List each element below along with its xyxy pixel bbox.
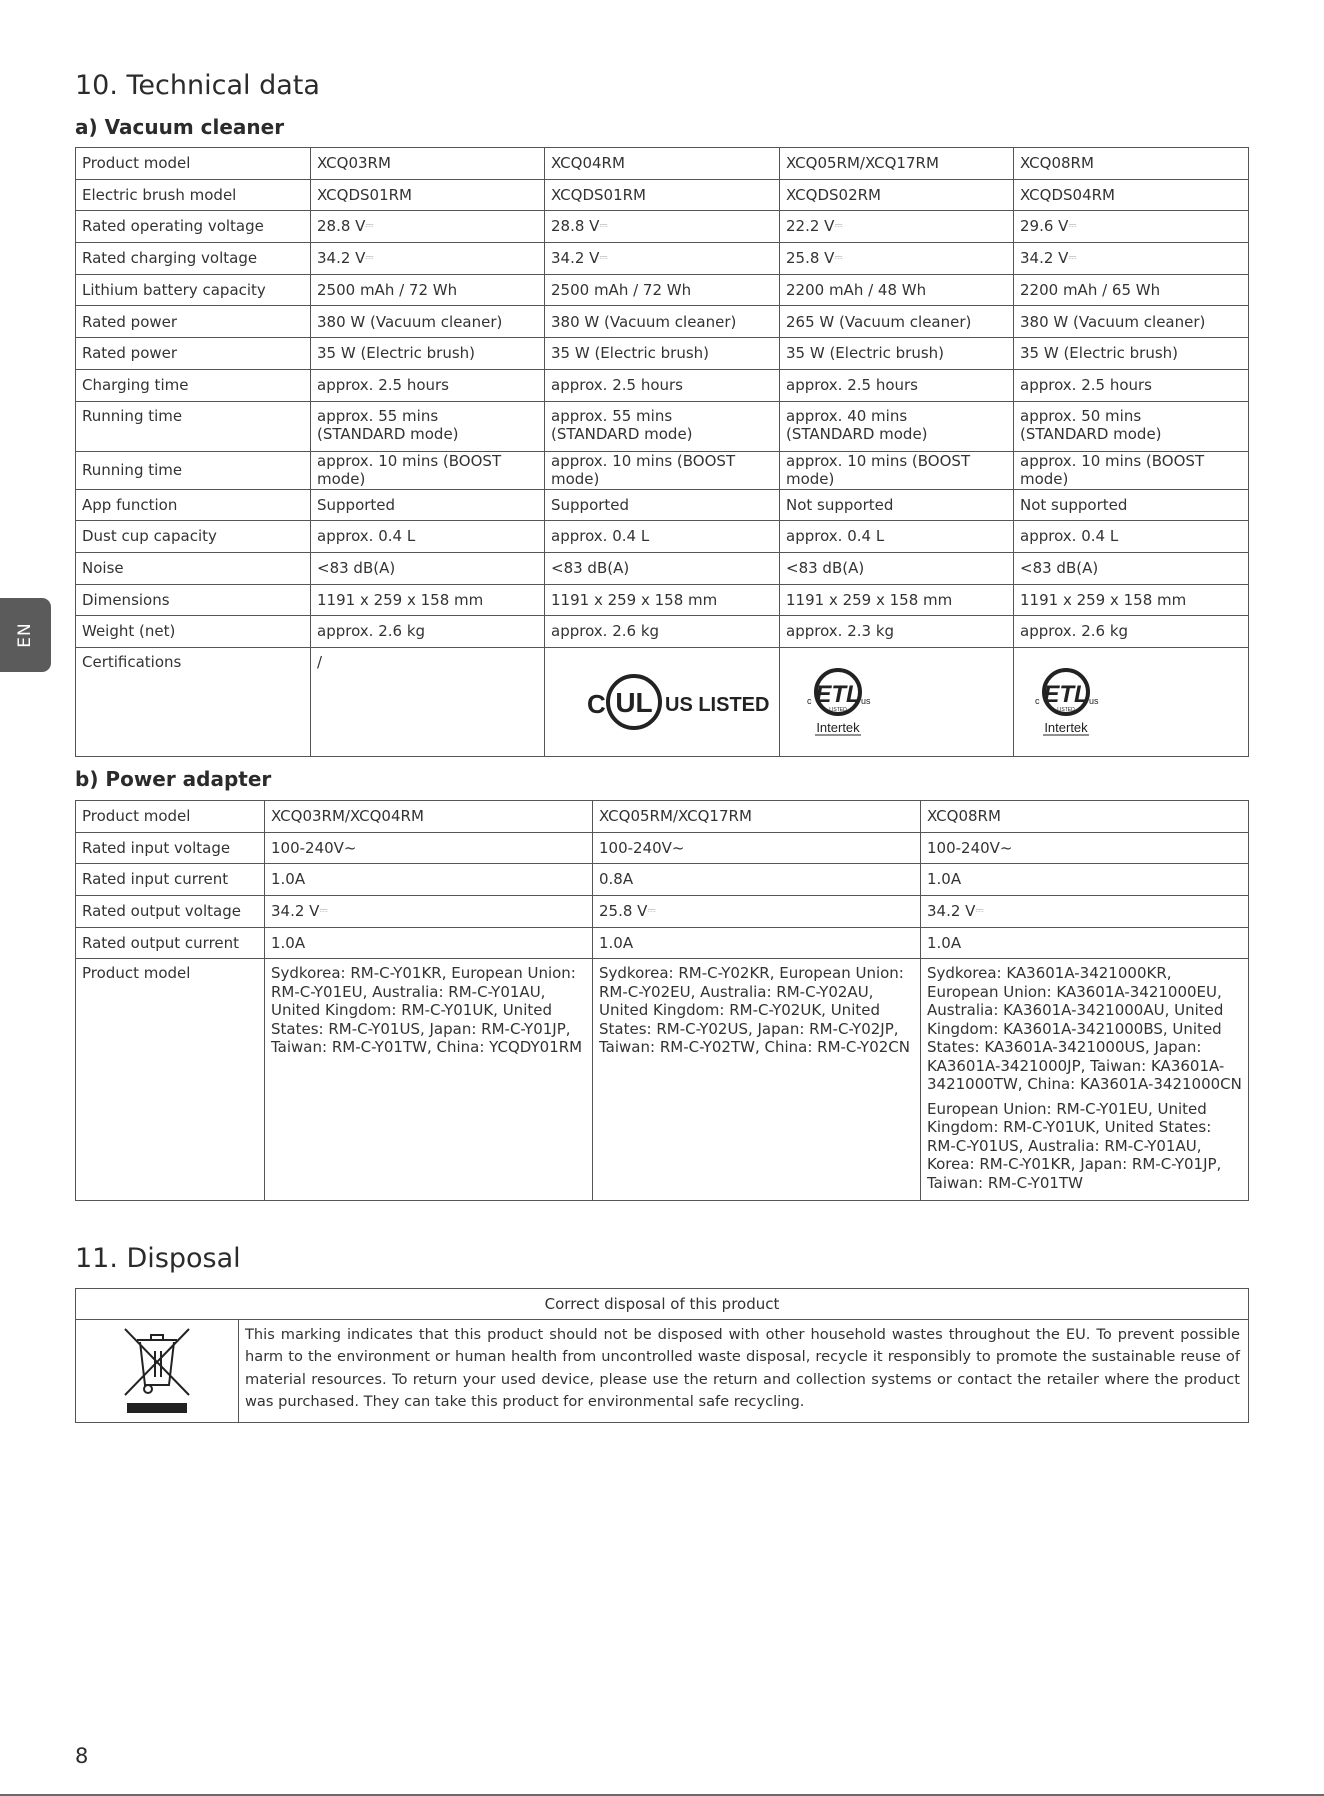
cert-none: /: [311, 647, 545, 756]
table-row: [76, 927, 1249, 959]
table-cell: 2200 mAh / 65 Wh: [1014, 274, 1249, 306]
table-cell: 380 W (Vacuum cleaner): [545, 306, 780, 338]
ul-listed-logo: [577, 667, 770, 737]
table-cell: approx. 10 mins (BOOST mode): [545, 451, 780, 489]
dc-symbol: ⎓: [319, 905, 327, 917]
table-row: [76, 832, 1249, 864]
table-cell: 1.0A: [921, 927, 1249, 959]
table-row: [76, 584, 1249, 616]
table-cell: approx. 10 mins (BOOST mode): [780, 451, 1014, 489]
table-cell: 265 W (Vacuum cleaner): [780, 306, 1014, 338]
cert-ul-cell: [545, 647, 780, 756]
row-label: Running time: [76, 451, 311, 489]
table-cell: approx. 2.6 kg: [545, 616, 780, 648]
dc-symbol: ⎓: [834, 220, 842, 232]
table-cell: 0.8A: [593, 864, 921, 896]
section-title-technical-data: 10. Technical data: [75, 70, 320, 101]
table-cell: 34.2 V⎓: [921, 896, 1249, 928]
table-cell: approx. 2.3 kg: [780, 616, 1014, 648]
power-adapter-table: [75, 800, 1249, 1201]
dc-symbol: ⎓: [975, 905, 983, 917]
row-label: Rated output voltage: [76, 896, 265, 928]
row-label: App function: [76, 489, 311, 521]
row-label: Running time: [76, 401, 311, 451]
dc-symbol: ⎓: [647, 905, 655, 917]
table-cell: 2500 mAh / 72 Wh: [545, 274, 780, 306]
table-cell: XCQ03RM: [311, 148, 545, 180]
table-row-adapter-models: [76, 959, 1249, 1201]
table-row: [76, 211, 1249, 243]
table-row: [76, 552, 1249, 584]
table-row: [76, 148, 1249, 180]
table-cell: approx. 2.5 hours: [1014, 369, 1249, 401]
table-cell: approx. 55 mins (STANDARD mode): [311, 401, 545, 451]
svg-text:Intertek: Intertek: [1044, 719, 1088, 735]
etl-intertek-logo: [1026, 662, 1106, 742]
table-cell: 1191 x 259 x 158 mm: [545, 584, 780, 616]
row-label: Lithium battery capacity: [76, 274, 311, 306]
section-title-disposal: 11. Disposal: [75, 1243, 241, 1274]
table-cell: approx. 2.6 kg: [311, 616, 545, 648]
table-cell: approx. 55 mins (STANDARD mode): [545, 401, 780, 451]
svg-text:ETL: ETL: [1043, 680, 1089, 708]
table-cell: 35 W (Electric brush): [1014, 338, 1249, 370]
table-cell: XCQ08RM: [1014, 148, 1249, 180]
row-label: Electric brush model: [76, 179, 311, 211]
svg-text:LISTED: LISTED: [1057, 706, 1075, 713]
row-label: Rated input voltage: [76, 832, 265, 864]
row-label: Certifications: [76, 647, 311, 756]
table-cell: 29.6 V⎓: [1014, 211, 1249, 243]
svg-text:us: us: [1089, 695, 1099, 706]
table-cell: XCQ03RM/XCQ04RM: [265, 801, 593, 833]
table-cell: Not supported: [780, 489, 1014, 521]
row-label: Rated charging voltage: [76, 243, 311, 275]
table-cell: approx. 0.4 L: [1014, 521, 1249, 553]
row-label: Rated input current: [76, 864, 265, 896]
table-cell: 34.2 V⎓: [545, 243, 780, 275]
dc-symbol: ⎓: [365, 252, 373, 264]
row-label: Dust cup capacity: [76, 521, 311, 553]
adapter-models-col3: Sydkorea: KA3601A-3421000KR, European Union: KA3601A-3421000EU, Australia: KA3601A-3421000AU, United Kingdom: KA3601A-3421000BS, United States: KA3601A-3421000US, Japan: KA3601A-3421000JP, Taiwan: KA3601A-3421000TW, China: KA3601A-3421000CN European Union: RM-C-Y01EU, United Kingdom: RM-C-Y01UK, United States: RM-C-Y01US, Australia: RM-C-Y01AU, Korea: RM-C-Y01KR, Japan: RM-C-Y01JP, Taiwan: RM-C-Y01TW: [921, 959, 1249, 1201]
row-label: Dimensions: [76, 584, 311, 616]
table-cell: 380 W (Vacuum cleaner): [1014, 306, 1249, 338]
row-label: Rated output current: [76, 927, 265, 959]
etl-intertek-logo: [798, 662, 878, 742]
svg-text:LISTED: LISTED: [829, 706, 847, 713]
page-number: 8: [75, 1744, 89, 1768]
row-label: Product model: [76, 148, 311, 180]
weee-icon-cell: [76, 1320, 239, 1423]
table-cell: 1191 x 259 x 158 mm: [780, 584, 1014, 616]
table-cell: 34.2 V⎓: [265, 896, 593, 928]
table-cell: approx. 2.5 hours: [545, 369, 780, 401]
svg-text:Intertek: Intertek: [816, 719, 860, 735]
table-cell: 35 W (Electric brush): [311, 338, 545, 370]
table-cell: 380 W (Vacuum cleaner): [311, 306, 545, 338]
table-cell: approx. 10 mins (BOOST mode): [1014, 451, 1249, 489]
table-cell: <83 dB(A): [1014, 552, 1249, 584]
dc-symbol: ⎓: [365, 220, 373, 232]
svg-text:UL: UL: [615, 686, 653, 718]
table-row: [76, 369, 1249, 401]
table-cell: XCQ05RM/XCQ17RM: [780, 148, 1014, 180]
table-cell: approx. 0.4 L: [311, 521, 545, 553]
table-cell: 1191 x 259 x 158 mm: [1014, 584, 1249, 616]
row-label: Product model: [76, 959, 265, 1201]
table-cell: 22.2 V⎓: [780, 211, 1014, 243]
row-label: Product model: [76, 801, 265, 833]
table-cell: XCQDS04RM: [1014, 179, 1249, 211]
table-row: [76, 521, 1249, 553]
table-cell: 1191 x 259 x 158 mm: [311, 584, 545, 616]
table-cell: approx. 2.5 hours: [311, 369, 545, 401]
svg-text:us: us: [861, 695, 871, 706]
svg-text:US LISTED: US LISTED: [665, 693, 770, 716]
adapter-models-col2: Sydkorea: RM-C-Y02KR, European Union: RM-C-Y02EU, Australia: RM-C-Y02AU, United Kingdom: RM-C-Y02UK, United States: RM-C-Y02US, Japan: RM-C-Y02JP, Taiwan: RM-C-Y02TW, China: RM-C-Y02CN: [593, 959, 921, 1201]
table-row: [76, 489, 1249, 521]
svg-text:C: C: [587, 688, 606, 719]
table-cell: 28.8 V⎓: [545, 211, 780, 243]
table-cell: approx. 10 mins (BOOST mode): [311, 451, 545, 489]
table-cell: approx. 0.4 L: [780, 521, 1014, 553]
row-label: Weight (net): [76, 616, 311, 648]
table-row: [76, 616, 1249, 648]
table-cell: 100-240V~: [265, 832, 593, 864]
table-row: [76, 179, 1249, 211]
row-label: Rated power: [76, 338, 311, 370]
table-cell: 2500 mAh / 72 Wh: [311, 274, 545, 306]
table-cell: 1.0A: [593, 927, 921, 959]
svg-text:c: c: [1035, 695, 1040, 706]
vacuum-spec-table: [75, 147, 1249, 757]
dc-symbol: ⎓: [834, 252, 842, 264]
table-cell: Supported: [311, 489, 545, 521]
table-row: [76, 243, 1249, 275]
row-label: Rated operating voltage: [76, 211, 311, 243]
disposal-text: This marking indicates that this product should not be disposed with other household wastes throughout the EU. To prevent possible harm to the environment or human health from uncontrolled waste disposal, recycle it responsibly to promote the sustainable reuse of material resources. To return your used device, please use the return and collection systems or contact the retailer where the product was purchased. They can take this product for environmental safe recycling.: [239, 1320, 1249, 1423]
table-cell: 2200 mAh / 48 Wh: [780, 274, 1014, 306]
table-cell: 35 W (Electric brush): [545, 338, 780, 370]
table-cell: XCQDS01RM: [545, 179, 780, 211]
table-cell: 1.0A: [265, 864, 593, 896]
table-cell: XCQDS02RM: [780, 179, 1014, 211]
row-label: Charging time: [76, 369, 311, 401]
svg-text:ETL: ETL: [815, 680, 861, 708]
dc-symbol: ⎓: [1068, 220, 1076, 232]
table-cell: 1.0A: [265, 927, 593, 959]
dc-symbol: ⎓: [1068, 252, 1076, 264]
cert-etl-cell-1: [780, 647, 1014, 756]
svg-text:c: c: [807, 695, 812, 706]
dc-symbol: ⎓: [599, 252, 607, 264]
table-row: [76, 338, 1249, 370]
subtitle-power-adapter: b) Power adapter: [75, 767, 272, 791]
table-cell: approx. 2.6 kg: [1014, 616, 1249, 648]
language-side-tab: [0, 598, 51, 672]
table-cell: 34.2 V⎓: [1014, 243, 1249, 275]
table-cell: XCQDS01RM: [311, 179, 545, 211]
table-cell: 1.0A: [921, 864, 1249, 896]
table-cell: XCQ04RM: [545, 148, 780, 180]
table-cell: <83 dB(A): [545, 552, 780, 584]
table-cell: <83 dB(A): [780, 552, 1014, 584]
table-cell: XCQ05RM/XCQ17RM: [593, 801, 921, 833]
row-label: Rated power: [76, 306, 311, 338]
table-cell: 100-240V~: [593, 832, 921, 864]
disposal-table: [75, 1288, 1249, 1423]
language-tab-label: EN: [15, 622, 35, 648]
table-cell: 35 W (Electric brush): [780, 338, 1014, 370]
table-cell: 25.8 V⎓: [593, 896, 921, 928]
table-cell: approx. 50 mins (STANDARD mode): [1014, 401, 1249, 451]
table-cell: approx. 2.5 hours: [780, 369, 1014, 401]
table-cell: XCQ08RM: [921, 801, 1249, 833]
table-cell: Not supported: [1014, 489, 1249, 521]
table-row: [76, 864, 1249, 896]
table-cell: 25.8 V⎓: [780, 243, 1014, 275]
table-cell: 100-240V~: [921, 832, 1249, 864]
table-row: [76, 306, 1249, 338]
table-row: [76, 801, 1249, 833]
table-row: [76, 896, 1249, 928]
table-cell: approx. 40 mins (STANDARD mode): [780, 401, 1014, 451]
table-cell: <83 dB(A): [311, 552, 545, 584]
table-cell: 34.2 V⎓: [311, 243, 545, 275]
adapter-models-col1: Sydkorea: RM-C-Y01KR, European Union: RM-C-Y01EU, Australia: RM-C-Y01AU, United Kingdom: RM-C-Y01UK, United States: RM-C-Y01US, Japan: RM-C-Y01JP, Taiwan: RM-C-Y01TW, China: YCQDY01RM: [265, 959, 593, 1201]
weee-crossed-bin-icon: [117, 1323, 197, 1415]
table-cell: Supported: [545, 489, 780, 521]
table-cell: 28.8 V⎓: [311, 211, 545, 243]
dc-symbol: ⎓: [599, 220, 607, 232]
cert-etl-cell-2: [1014, 647, 1249, 756]
table-row: [76, 401, 1249, 451]
table-row: [76, 274, 1249, 306]
subtitle-vacuum-cleaner: a) Vacuum cleaner: [75, 115, 285, 139]
table-cell: approx. 0.4 L: [545, 521, 780, 553]
disposal-header: Correct disposal of this product: [76, 1289, 1249, 1320]
table-row: [76, 451, 1249, 489]
table-row-certifications: [76, 647, 1249, 756]
row-label: Noise: [76, 552, 311, 584]
